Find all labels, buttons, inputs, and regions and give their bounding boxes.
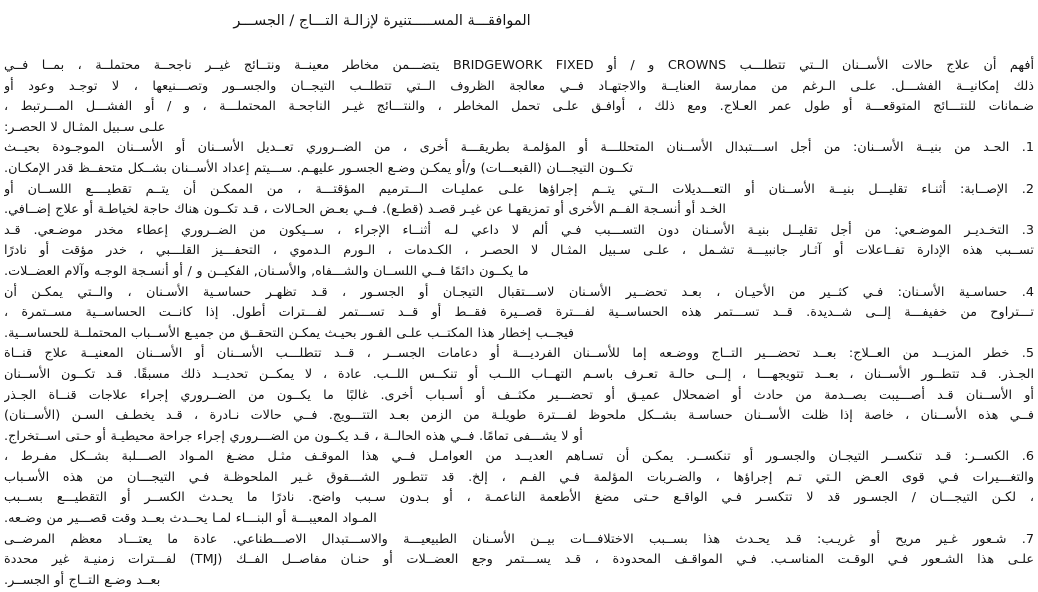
list-item-3 xyxy=(4,221,1034,283)
text-line: 5. خطر المزيــد من العــلاج: بعــد تحضـــير التــاج ووضـعه إما للأســنان الفرديـــة أو دعامات الجســر ، قــد تتطلـــب الأســنان أو الأســنان المعنيــة علاج قنــاة xyxy=(4,346,1034,362)
text-line: 7. شـعور غـير مريح أو غريـب: قـد يحـدث هذا بســبب الاختلافـــات بيــن الأسـنان الطبيعيـــة والاســـتبدال الاصـــطناعي. عادة ما يعتـــاد معظم المرضــى xyxy=(4,531,1034,547)
text-line: أو لا يشـــفى تمامًا. فــي هذه الحالــة ، قـد يكــون من الضـــروري إجراء جراحة محيطيـة أو حـتى اســتخراج. xyxy=(4,428,583,444)
text-line: أفهم أن علاج حالات الأســنان الــتي تتطلـــب CROWNS و / أو BRIDGEWORK FIXED يتضـــمن مخاطر معينــة ونتــائج غيــر ناجحــة محتملــة ، بمــا فــي xyxy=(4,58,1034,73)
intro-paragraph xyxy=(4,56,1034,138)
text-line: الخـد أو أنسـجة الفــم الأخرى أو تمزيقهـا عن غيـر قصـد (قطـع). فــي بعـض الحـالات ، قـد تكــون هناك حاجة لخياطـة أو علاج إضــافي. xyxy=(4,202,726,218)
text-line: الجـذر. قـد تتطــور الأســنان ، بعــد تتويجهـــا ، إلــى حالـة تعـرف باسـم التهــاب اللــب أو تنكــس اللــب. عادة ، لا يمكــن تحديــد ذلك مسبقًا. قـد تكــون الأســنان xyxy=(4,366,1034,382)
text-line: فــي هذه الأســنان ، خاصة إذا ظلت الأســنان حساسـة بشــكل ملحوظ لفـــترة طويلـة من الزمن بعـد التتـــويج. فــي حالات نـادرة ، قـد يخطـف السـن (الأســنان) xyxy=(4,408,1034,424)
text-line: 6. الكســر: قـد تنكســر التيجـان والجسـور أو تنكســر. يمكـن أن تسـاهم العديــد من العوامـل فــي هذا الموقـف مثـل مضـغ المـواد الصـــلبة بشــكل مفـرط ، xyxy=(4,449,1034,465)
title-row xyxy=(0,10,764,29)
list-item-5 xyxy=(4,344,1034,447)
list-item-7 xyxy=(4,530,1034,592)
list-item-6 xyxy=(4,447,1034,529)
text-line: تـــتراوح من خفيفـــة إلــى شــديدة. قــد تســـتمر هذه الحساســية لفـــترة قصــيرة فقــط أو قــد تســـتمر لفـــترات أطول. إذا كانــت الحساســية مســتمرة ، xyxy=(4,305,1034,321)
text-line: ذلك إمكانيــة الفشـــل. علـى الـرغم من ممارسة العنايــة والاجتهـاد فــي معالجة الظروف الــتي تتطلــب التيجــان والجســور وتصـــنيعها ، لا توجـد وعود أو xyxy=(4,78,1034,94)
text-line: والتغـــيرات فـي قوى العـض الـتي تـم إجراؤها ، والضـربات المؤلمة فـي الفـم ، إلخ. قد تتطـور الشـــقوق غـير الملحوظـة فـي التيجـــان من هذه الأسـباب xyxy=(4,469,1034,485)
text-line: 3. التخـديـر الموضـعي: من أجل تقليــل بنيـة الأسـنان دون التســـبب فـي ألم لا داعي لـه أثنــاء الإجراء ، ســيكون من الضــروري إعطاء مخدر موضـعي. قـد xyxy=(4,222,1034,238)
text-line: علـى سـبيل المثـال لا الحصـر: xyxy=(4,119,166,135)
text-line: تســبب هذه الإدارة تفــاعلات أو آثـار جانبيـــة تشـمل ، علـى سـبيل المثـال لا الحصـر ، الكـدمات ، الـورم الـدموي ، التحفـــيز القلـــبي ، خدر مؤقت أو نادرًا xyxy=(4,243,1034,259)
text-line: ، لكـن التيجـــان / الجسـور قد لا تتكسـر فـي الواقـع حـتى مضغ الأطعمة الناعمـة ، أو بـدون سـبب واضح. نادرًا ما يحـدث الكســر أو التقطيـــع بســبب xyxy=(4,490,1034,506)
list-item-4 xyxy=(4,283,1034,345)
text-line: أو الأســنان قـد أصـــيبت بصــدمة من حادث أو اضمحلال عميـق أو تحضـــير مكثــف أو أسـباب أخرى. غالبًا ما يكــون من الضــروري إجراء علاجات قنــاة الجـذر xyxy=(4,387,1034,403)
list-item-2 xyxy=(4,180,1034,221)
text-line: ما يكــون دائمًا فــي اللســان والشـــفاه, والأسـنان, الفكيــن و / أو أنسـجة الوجـه وآلام العضــلات. xyxy=(4,263,529,279)
text-line: 1. الحـد من بنيــة الأســنان: من أجل اســـتبدال الأســنان المتحللـــة أو المؤلمـة بطريقـــة أخرى ، من الضــروري تعــديل الأســنان أو الأســنان الموجـودة بحيــث xyxy=(4,140,1034,156)
text-line: 2. الإصــابة: أثنـاء تقليـــل بنيــة الأســنان أو التعـــديلات الــتي يتــم إجراؤها علـى عمليـات الـــترميم المؤقتـــة ، من الممكـن أن يتــم تقطيــــع اللســان أو xyxy=(4,181,1034,197)
text-line: 4. حساسـية الأسـنان: فـي كثــير من الأحيـان ، بعـد تحضــير الأسـنان لاســـتقبال التيجـان أو الجسـور ، قـد تظهـر حساسـية الأسـنان ، والــتي يمكـن أن xyxy=(4,284,1034,300)
list-item-1 xyxy=(4,138,1034,179)
text-line: علـى هذا الشـعور فـي الوقـت المناسـب. فـي المواقـف المحدودة ، قـد يســـتمر وجع العضــلات أو حنـان مفاصــل الفــك (TMJ) لفـــترات زمنيـة غير محددة xyxy=(4,552,1034,568)
text-line: ضـمانات للنتـــائج المتوقعـــة أو طول عمر العـلاج. ومع ذلك ، أوافـق علـى تحمل المخاطر ، والنتـــائج غيـر الناجحـة المحتملـــة ، و / أو الفشـــل المـــرتبط ، xyxy=(4,99,1034,115)
document-body xyxy=(4,56,1034,591)
text-line: المـواد المعيبـــة أو البنـــاء لمـا يحــدث بعــد وقت قصـــير من وضـعه. xyxy=(4,511,377,527)
document-title: الموافقـــة المســـــتنيرة لإزالـة التـــاج / الجســـر xyxy=(233,13,531,29)
text-line: فيجــب إخطار هذا المكتــب علـى الفـور بحيـث يمكـن التحقــق من جميـع الأســباب المحتملــة للحساســية. xyxy=(4,325,574,341)
text-line: تكــون التيجـــان (القبعـــات) و/أو يمكـن وضـع الجسـور عليهـم. ســـيتم إعداد الأســنان بشــكل متحفــظ قدر الإمكـان. xyxy=(4,160,634,176)
text-line: بعــد وضـع التــاج أو الجســر. xyxy=(4,572,161,588)
